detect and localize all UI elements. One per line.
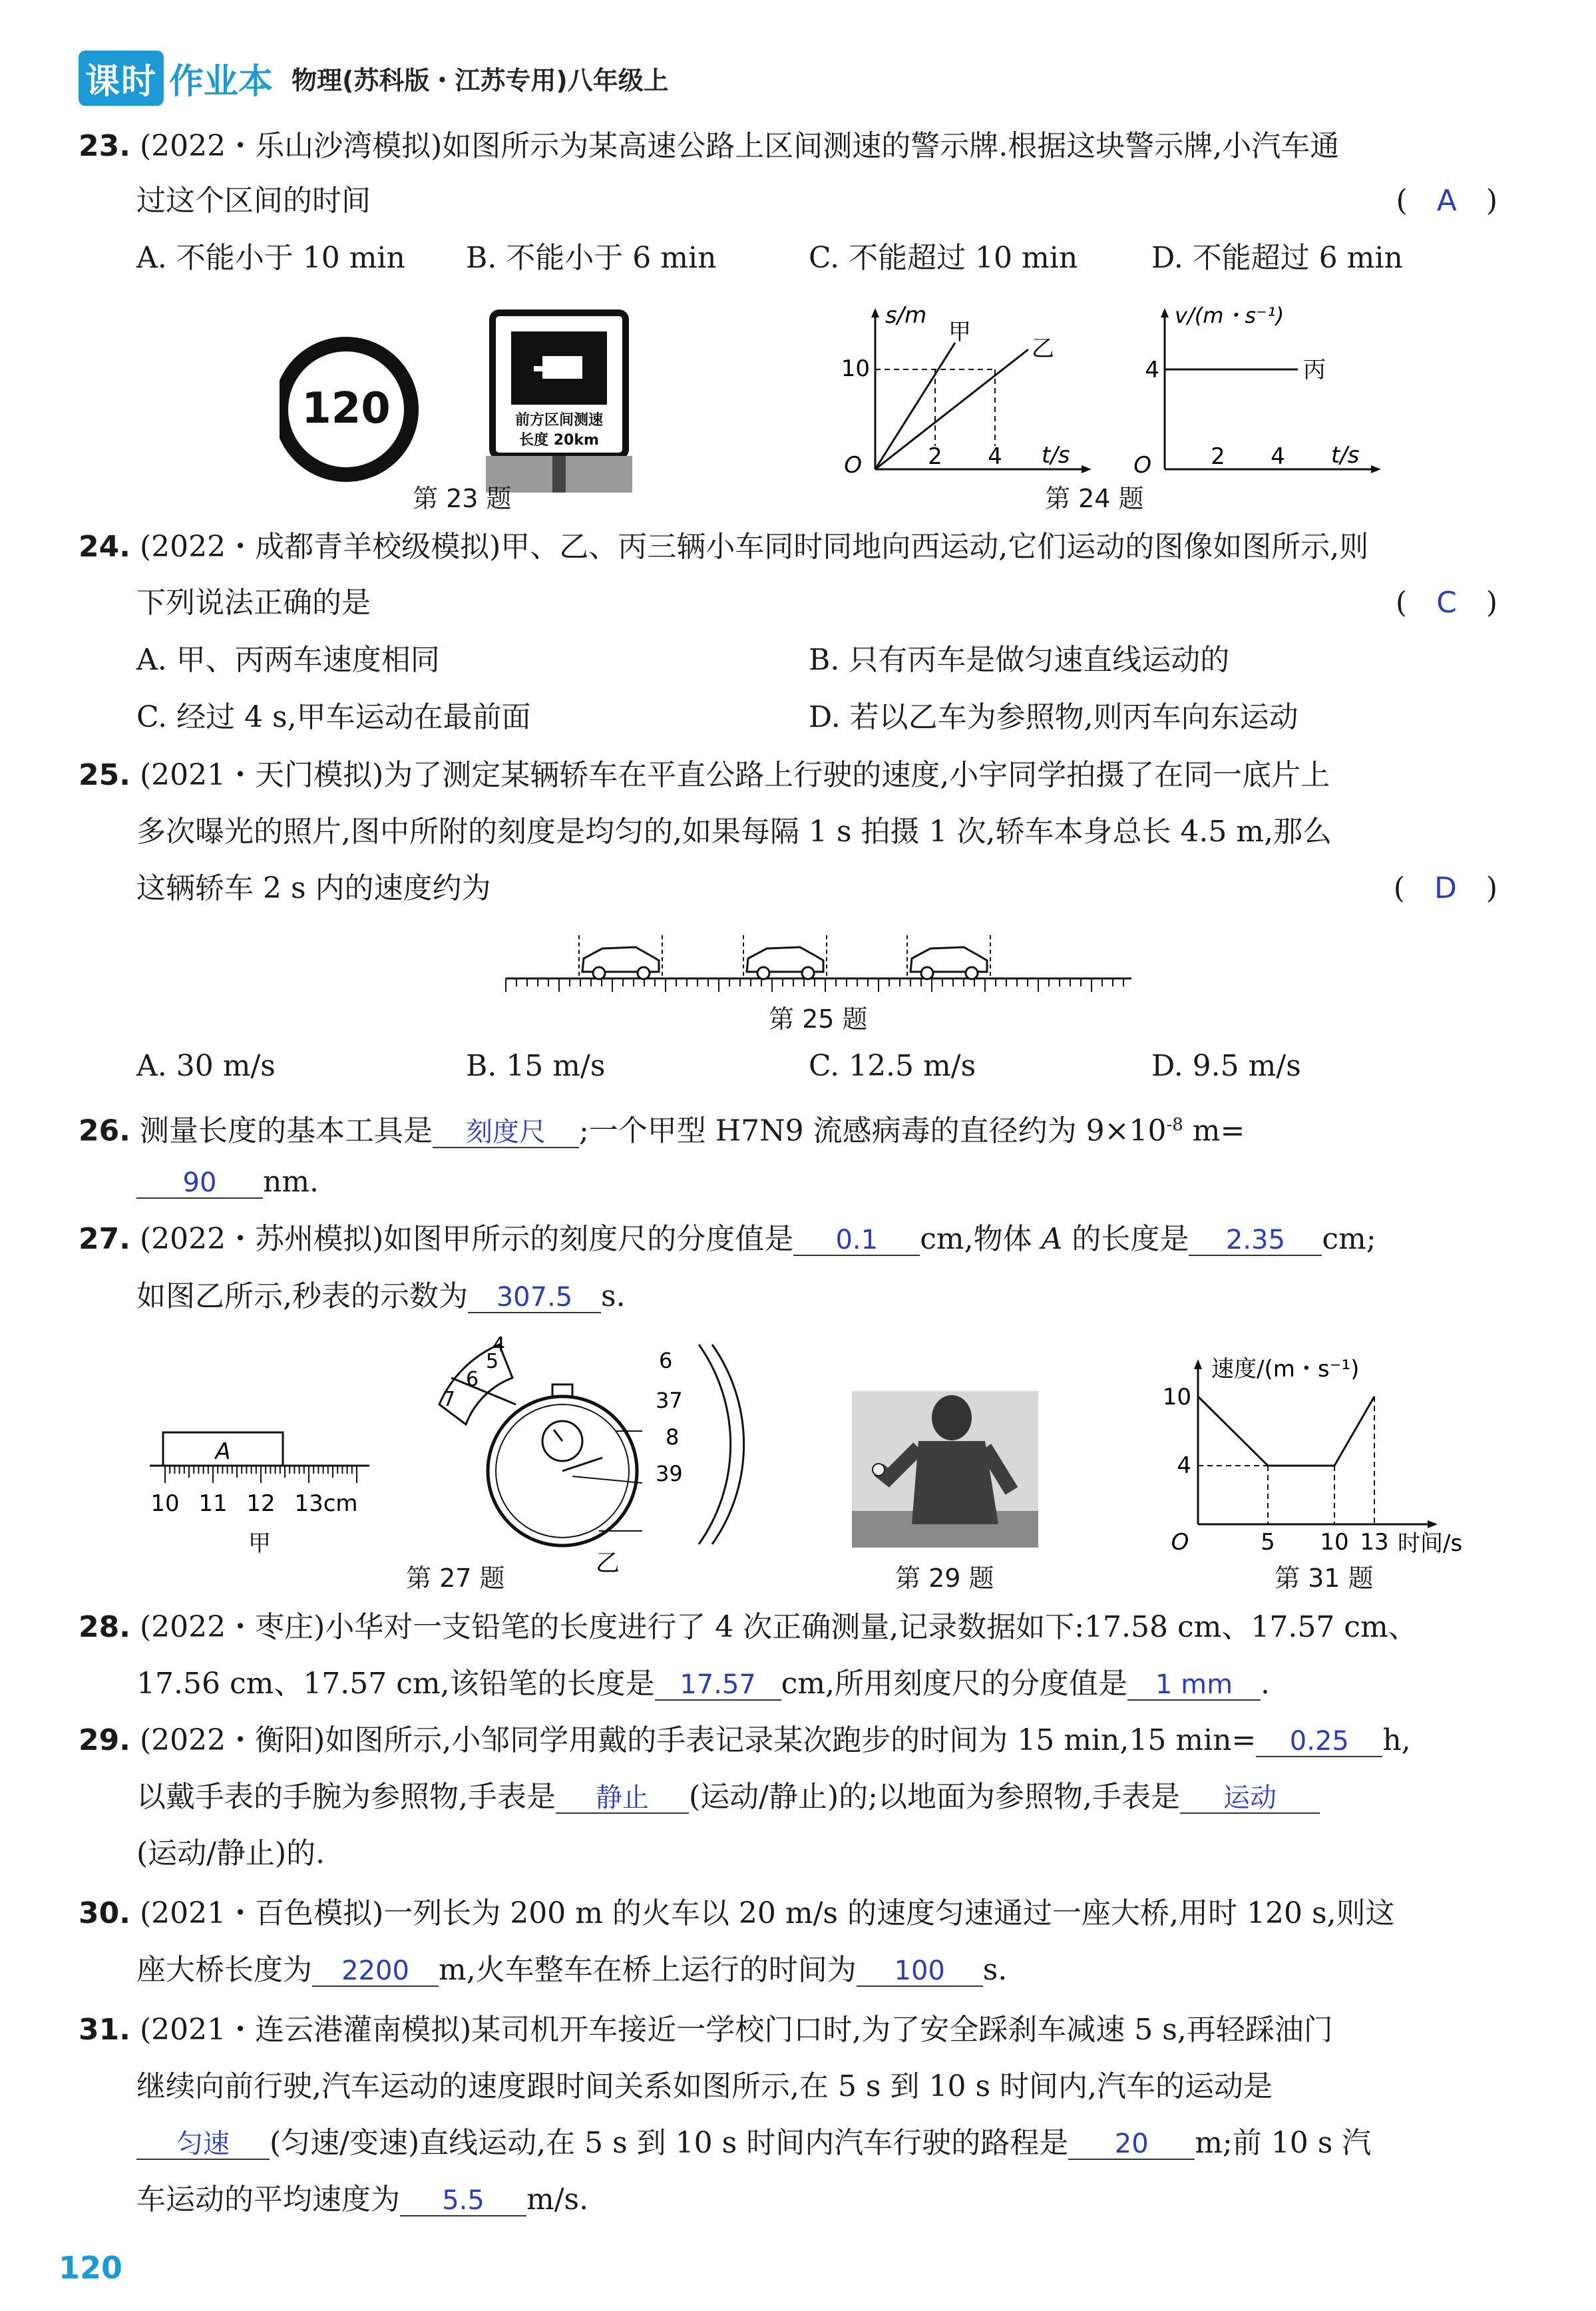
q25-text: (2021・天门模拟)为了测定某辆轿车在平直公路上行驶的速度,小宇同学拍摄了在同一底片上 — [139, 758, 1330, 792]
svg-text:5: 5 — [486, 1350, 499, 1373]
q31-xtick-10: 10 — [1320, 1529, 1349, 1556]
q31-origin: O — [1171, 1529, 1189, 1556]
book-subtitle: 物理(苏科版・江苏专用)八年级上 — [292, 65, 669, 95]
q23-option-d: D. 不能超过 6 min — [1151, 241, 1403, 275]
g2-ytick: 4 — [1145, 357, 1159, 383]
q31-ytick-10: 10 — [1162, 1384, 1191, 1410]
q24-option-c: C. 经过 4 s,甲车运动在最前面 — [136, 700, 531, 734]
svg-text:8: 8 — [666, 1424, 680, 1450]
g1-ylabel: s/m — [885, 303, 927, 329]
q30-number: 30. — [79, 1896, 130, 1930]
q27-caption: 第 27 题 — [406, 1564, 505, 1593]
q26-blank-2[interactable]: 90 — [136, 1168, 263, 1199]
ruler-label-10: 10 — [150, 1490, 180, 1517]
q29-number: 29. — [79, 1723, 130, 1757]
car-1 — [579, 935, 662, 979]
q24-graph-1 — [829, 303, 1095, 486]
q24-option-d: D. 若以乙车为参照物,则丙车向东运动 — [809, 700, 1298, 734]
q24-option-a: A. 甲、丙两车速度相同 — [136, 643, 440, 677]
ruler-ticks — [165, 1466, 357, 1483]
q31-number: 31. — [79, 2013, 130, 2047]
q24-graph-2 — [1118, 303, 1398, 486]
g2-origin: O — [1133, 452, 1151, 479]
runner-head — [932, 1395, 972, 1440]
car-3 — [907, 935, 990, 979]
q28-line2: 17.56 cm、17.57 cm,该铅笔的长度是 17.57 cm,所用刻度尺的分度值是 1 mm . — [136, 1667, 1270, 1701]
q30-line2: 座大桥长度为 2200 m,火车整车在桥上运行的时间为 100 s. — [136, 1953, 1008, 1987]
q27-number: 27. — [79, 1222, 130, 1256]
svg-text:39: 39 — [656, 1461, 683, 1486]
q28-blank-2[interactable]: 1 mm — [1127, 1670, 1261, 1701]
q24-line1 — [79, 527, 1368, 567]
q29-line3: (运动/静止)的. — [136, 1836, 325, 1870]
q23-number: 23. — [79, 129, 130, 163]
q23-option-b: B. 不能小于 6 min — [466, 241, 717, 275]
q25-line2: 多次曝光的照片,图中所附的刻度是均匀的,如果每隔 1 s 拍摄 1 次,轿车本身总长 4.5 m,那么 — [136, 815, 1332, 849]
q26-line1: 26. 测量长度的基本工具是 刻度尺 ;一个甲型 H7N9 流感病毒的直径约为 $9\times 10^{-8}$ m= — [79, 1114, 1245, 1148]
q23-caption: 第 23 题 — [413, 484, 512, 513]
ruler-label-13: 13cm — [294, 1490, 358, 1517]
q24-number: 24. — [79, 530, 130, 564]
fig-jia-label: 甲 — [248, 1530, 271, 1557]
q23-option-c: C. 不能超过 10 min — [809, 241, 1078, 275]
q27-blank-1[interactable]: 0.1 — [793, 1225, 920, 1256]
q25-number: 25. — [79, 758, 130, 792]
header — [79, 52, 669, 104]
g2-xlabel: t/s — [1331, 442, 1360, 469]
g1-xlabel: t/s — [1042, 442, 1070, 469]
speed-limit-value: 120 — [301, 384, 391, 433]
q25-caption: 第 25 题 — [769, 1004, 868, 1034]
q31-line2: 继续向前行驶,汽车运动的速度跟时间关系如图所示,在 5 s 到 10 s 时间内,汽车的运动是 — [136, 2069, 1273, 2103]
q24-text: (2022・成都青羊校级模拟)甲、乙、丙三辆小车同时同地向西运动,它们运动的图像如图所示,则 — [139, 530, 1369, 564]
ruler-label-11: 11 — [198, 1490, 228, 1517]
q31-blank-2[interactable]: 20 — [1068, 2129, 1195, 2160]
q27-stopwatch-figure — [413, 1331, 745, 1577]
q28-number: 28. — [79, 1610, 130, 1644]
q27-blank-2[interactable]: 2.35 — [1189, 1225, 1322, 1256]
second-scale-zoom — [699, 1345, 731, 1544]
q29-blank-1[interactable]: 0.25 — [1256, 1727, 1382, 1757]
q30-line1: 30. (2021・百色模拟)一列长为 200 m 的火车以 20 m/s 的速度匀速通过一座大桥,用时 120 s,则这 — [79, 1896, 1395, 1930]
page-number: 120 — [59, 2250, 123, 2286]
q31-graph — [1155, 1351, 1501, 1558]
q31-ylabel: 速度/(m・s⁻¹) — [1211, 1356, 1360, 1382]
q27-line2: 如图乙所示,秒表的示数为 307.5 s. — [136, 1279, 626, 1313]
q24-caption: 第 24 题 — [1045, 484, 1144, 513]
svg-text:4: 4 — [493, 1333, 506, 1357]
q24-answer-paren: ( C ) — [1395, 586, 1497, 620]
q31-line1: 31. (2021・连云港灌南模拟)某司机开车接近一学校门口时,为了安全踩刹车减速 5 s,再轻踩油门 — [79, 2013, 1333, 2047]
q29-line2: 以戴手表的手腕为参照物,手表是 静止 (运动/静止)的;以地面为参照物,手表是 运动 — [136, 1777, 1320, 1817]
q25-answer-paren: ( D ) — [1393, 871, 1497, 905]
q31-blank-3[interactable]: 5.5 — [400, 2186, 526, 2216]
g2-ylabel: v/(m・s⁻¹) — [1175, 303, 1285, 328]
q31-xtick-13: 13 — [1360, 1529, 1389, 1556]
q23-line1 — [79, 126, 1339, 166]
fig-yi-label: 乙 — [596, 1550, 620, 1577]
q26-line2: 90 nm. — [136, 1162, 319, 1202]
q31-line3: 匀速 (匀速/变速)直线运动,在 5 s 到 10 s 时间内汽车行驶的路程是 20 m;前 10 s 汽 — [136, 2123, 1371, 2163]
q27-ruler-figure — [146, 1418, 373, 1571]
logo-mark: 课时 — [79, 51, 164, 106]
q25-figure — [502, 929, 1135, 1002]
g2-xtick-4: 4 — [1271, 443, 1285, 470]
q30-blank-1[interactable]: 2200 — [312, 1956, 439, 1987]
g1-xtick-2: 2 — [928, 443, 942, 470]
g2-label-bing: 丙 — [1303, 357, 1326, 383]
q25-option-a: A. 30 m/s — [136, 1049, 276, 1083]
q29-photo — [852, 1391, 1038, 1548]
sign-text-1: 前方区间测速 — [514, 412, 604, 429]
q29-blank-3[interactable]: 运动 — [1180, 1783, 1320, 1814]
q31-xlabel: 时间/s — [1398, 1530, 1463, 1557]
g1-label-yi: 乙 — [1032, 335, 1054, 362]
q26-number: 26. — [79, 1114, 130, 1148]
q23-answer-paren: ( A ) — [1396, 184, 1497, 218]
logo-text: 作业本 — [169, 61, 274, 102]
q23-text: (2022・乐山沙湾模拟)如图所示为某高速公路上区间测速的警示牌.根据这块警示牌,小汽车通 — [139, 129, 1340, 163]
svg-text:6: 6 — [466, 1368, 479, 1391]
g1-label-jia: 甲 — [948, 319, 971, 345]
q24-line2: 下列说法正确的是 — [136, 586, 371, 620]
q23-line2: 过这个区间的时间 — [136, 184, 371, 218]
q31-blank-1[interactable]: 匀速 — [136, 2129, 270, 2160]
q25-line3: 这辆轿车 2 s 内的速度约为 — [136, 871, 491, 905]
g1-ytick: 10 — [841, 355, 870, 382]
svg-text:6: 6 — [659, 1348, 673, 1373]
wrist-watch-icon — [873, 1464, 885, 1476]
scale-ticks — [506, 978, 1123, 992]
q29-caption: 第 29 题 — [895, 1564, 994, 1593]
q25-option-b: B. 15 m/s — [466, 1049, 606, 1083]
q31-speed-line — [1198, 1396, 1374, 1466]
q25-option-c: C. 12.5 m/s — [809, 1049, 976, 1083]
q25-option-d: D. 9.5 m/s — [1151, 1049, 1301, 1083]
g1-xtick-4: 4 — [988, 443, 1002, 470]
q29-blank-2[interactable]: 静止 — [556, 1783, 689, 1814]
object-a-label: A — [215, 1438, 231, 1465]
q25-answer: D — [1434, 871, 1457, 905]
q23-option-a: A. 不能小于 10 min — [136, 241, 405, 275]
g1-line-yi — [875, 349, 1028, 469]
q31-ytick-4: 4 — [1177, 1452, 1191, 1479]
q28-blank-1[interactable]: 17.57 — [655, 1670, 781, 1701]
sign-text-2: 长度 20km — [519, 432, 599, 449]
car-2 — [743, 935, 827, 979]
q23-answer: A — [1436, 184, 1457, 218]
q24-answer: C — [1436, 586, 1457, 620]
q30-blank-2[interactable]: 100 — [857, 1956, 983, 1987]
q27-line1: 27. (2022・苏州模拟)如图甲所示的刻度尺的分度值是 0.1 cm,物体 A 的长度是 2.35 cm; — [79, 1222, 1376, 1256]
g1-line-jia — [875, 343, 955, 469]
q25-line1 — [79, 755, 1330, 795]
svg-text:7: 7 — [443, 1388, 456, 1411]
q31-caption: 第 31 题 — [1275, 1564, 1374, 1593]
q26-blank-1[interactable]: 刻度尺 — [433, 1118, 579, 1148]
q23-figure — [280, 306, 639, 499]
g2-xtick-2: 2 — [1211, 443, 1225, 470]
g1-origin: O — [844, 452, 862, 479]
ruler-label-12: 12 — [246, 1490, 276, 1517]
q31-line4: 车运动的平均速度为 5.5 m/s. — [136, 2183, 589, 2216]
q31-xtick-5: 5 — [1261, 1529, 1275, 1556]
q28-line1: 28. (2022・枣庄)小华对一支铅笔的长度进行了 4 次正确测量,记录数据如下:17.58 cm、17.57 cm、 — [79, 1610, 1418, 1644]
q29-line1: 29. (2022・衡阳)如图所示,小邹同学用戴的手表记录某次跑步的时间为 15 min,15 min= 0.25 h, — [79, 1723, 1411, 1757]
svg-text:37: 37 — [656, 1388, 683, 1413]
q24-option-b: B. 只有丙车是做匀速直线运动的 — [809, 643, 1230, 677]
q27-blank-3[interactable]: 307.5 — [468, 1283, 601, 1313]
camera-icon — [542, 356, 582, 379]
